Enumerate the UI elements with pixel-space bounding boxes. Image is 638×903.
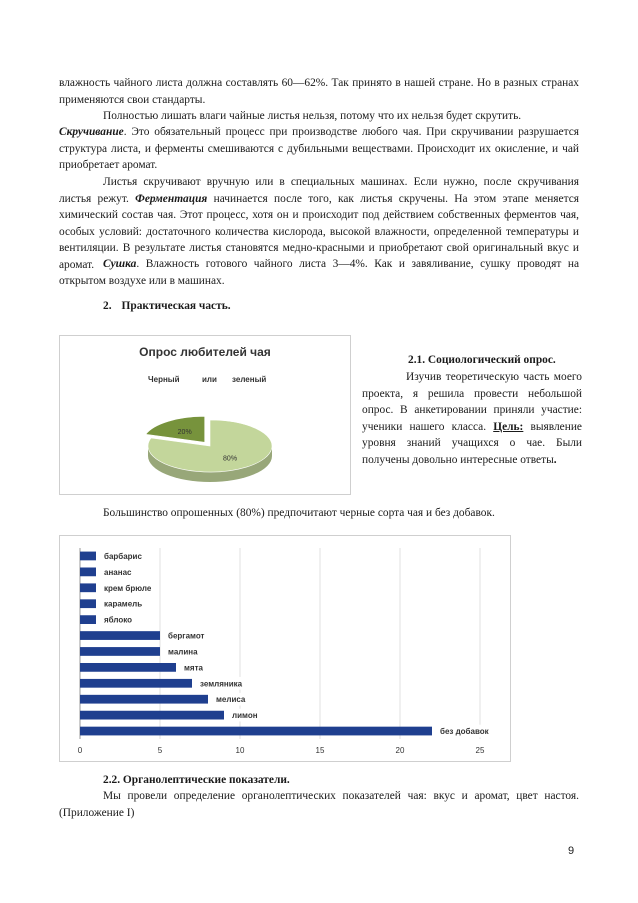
bar-label-11: без добавок — [440, 727, 489, 737]
bar-tick-label-5: 25 — [475, 746, 485, 755]
bar-6 — [80, 647, 160, 656]
bar-label-8: земляника — [200, 679, 243, 689]
bar-4 — [80, 615, 96, 624]
paragraph-moisture-note: Полностью лишать влаги чайные листья нельзя, потому что их нельзя будет скрутить. — [103, 110, 522, 122]
bar-5 — [80, 631, 160, 640]
pie-title: Опрос любителей чая — [139, 345, 271, 359]
bar-label-2: крем брюле — [104, 583, 152, 593]
section-number: 2. — [103, 300, 112, 312]
bar-9 — [80, 695, 208, 704]
goal-text: выявление уровня знаний учащихся о чае. Были получены довольно интересные ответы — [362, 420, 582, 466]
bar-10 — [80, 711, 224, 720]
term-drying: Сушка — [103, 258, 137, 270]
subsection-title-organoleptic: 2.2. Органолептические показатели. — [103, 774, 290, 786]
paragraph-twisting-text: . Это обязательный процесс при производстве любого чая. При скручивании разрушается структура листа, и ферменты смешиваются с дубильными веществами. Происходит их окисление, и чай приобретает аромат. — [59, 126, 579, 172]
bar-label-9: мелиса — [216, 695, 246, 705]
bar-tick-label-0: 0 — [77, 746, 83, 755]
bar-3 — [80, 599, 96, 608]
paragraph-moisture: влажность чайного листа должна составлять 60—62%. Так принято в нашей стране. Но в разных странах применяются свои стандарты. — [59, 77, 579, 106]
pie-legend-1: или — [202, 375, 217, 384]
term-fermentation: Ферментация — [135, 192, 208, 205]
bar-label-1: ананас — [104, 567, 132, 577]
subsection-title-survey: 2.1. Социологический опрос. — [408, 354, 556, 366]
bar-1 — [80, 567, 96, 576]
bar-label-7: мята — [184, 663, 203, 673]
survey-pie-chart — [59, 335, 351, 495]
bar-8 — [80, 679, 192, 688]
paragraph-drying-text: . Влажность готового чайного листа 3—4%. Как и завяливание, сушку проводят на открытом воздухе или в машинах. — [59, 258, 579, 287]
goal-end: . — [553, 453, 557, 466]
pie-label-1: 20% — [177, 428, 192, 436]
pie-label-0: 80% — [223, 455, 238, 463]
paragraph-fermentation-text: начинается после того, как листья скручены. На этом этапе меняется химический состав чая. Этот процесс, хотя он и происходит под действием собственных ферментов чая, особых условий: достаточного количества кислорода, высокой влажности, определенной температуры и вентиляции. В результате листья становятся медно-красными и приобретают свой оригинальный вкус и аромат. — [59, 192, 579, 271]
section-title: Практическая часть. — [121, 300, 231, 312]
bar-chart-svg — [60, 536, 510, 761]
bar-label-3: карамель — [104, 599, 143, 609]
bar-label-4: яблоко — [104, 615, 133, 625]
bar-2 — [80, 583, 96, 592]
bar-7 — [80, 663, 176, 672]
bar-label-10: лимон — [232, 711, 258, 721]
bar-label-0: барбарис — [104, 551, 142, 561]
term-twisting: Скручивание — [59, 126, 124, 138]
paragraph-majority: Большинство опрошенных (80%) предпочитают черные сорта чая и без добавок. — [103, 507, 495, 519]
bar-tick-label-2: 10 — [235, 746, 245, 755]
paragraph-organoleptic: Мы провели определение органолептических показателей чая: вкус и аромат, цвет настоя. (Приложение I) — [59, 790, 579, 819]
bar-0 — [80, 552, 96, 561]
bar-label-5: бергамот — [168, 631, 205, 641]
bar-tick-label-1: 5 — [157, 746, 163, 755]
pie-legend-2: зеленый — [232, 375, 267, 384]
paragraph-twisting — [59, 124, 579, 174]
paragraph-fermentation-intro: Листья скручивают вручную или в специальных машинах. Если нужно, после скручивания листья режут. — [59, 176, 579, 205]
pie-chart-svg — [60, 336, 350, 494]
subsection-text-survey — [362, 369, 582, 469]
paragraph-drying — [59, 256, 579, 289]
survey-description: Изучив теоретическую часть моего проекта, я решила провести небольшой опрос. В анкетировании приняли участие: ученики нашего класса. — [362, 371, 582, 433]
bar-11 — [80, 727, 432, 736]
bar-label-6: малина — [168, 647, 198, 657]
additives-bar-chart — [59, 535, 511, 762]
pie-legend-0: Черный — [148, 375, 180, 384]
bar-tick-label-3: 15 — [315, 746, 325, 755]
section-heading-practical — [103, 298, 231, 315]
page-number: 9 — [568, 845, 575, 857]
bar-tick-label-4: 20 — [395, 746, 405, 755]
goal-label: Цель: — [493, 420, 524, 433]
